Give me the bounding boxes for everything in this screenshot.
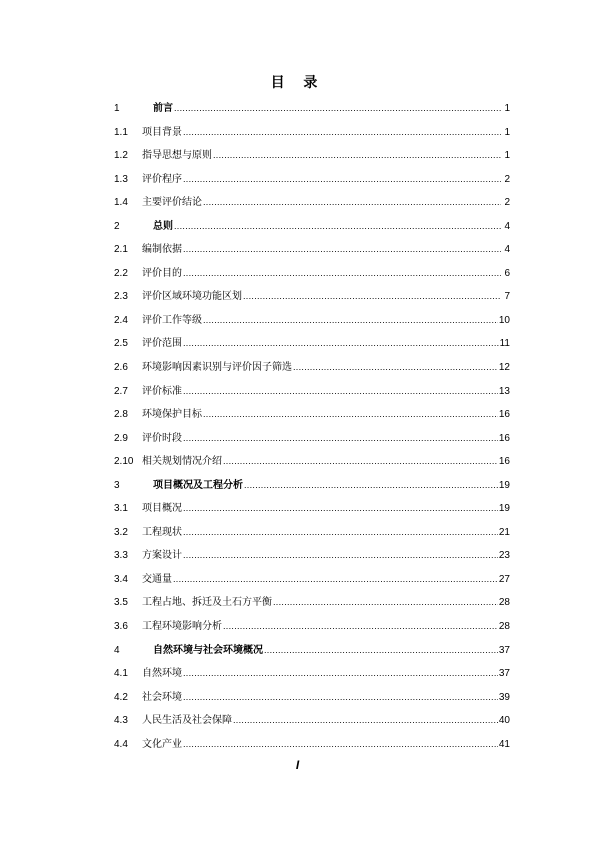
toc-entry-page: 6 [504, 267, 510, 279]
toc-section-entry[interactable] [114, 145, 510, 169]
page-number-footer: I [295, 758, 300, 772]
toc-entry-title: 评价标准 [142, 385, 182, 397]
toc-section-entry[interactable] [114, 522, 510, 546]
toc-section-entry[interactable] [114, 192, 510, 216]
toc-entry-title: 评价工作等级 [142, 314, 202, 326]
toc-entry-title: 项目概况及工程分析 [153, 479, 243, 491]
toc-section-entry[interactable] [114, 687, 510, 711]
toc-dot-leader [244, 475, 498, 495]
toc-entry-number: 3.3 [114, 550, 128, 562]
toc-dot-leader [183, 239, 501, 259]
toc-entry-page: 13 [498, 385, 510, 397]
toc-section-entry[interactable] [114, 310, 510, 334]
toc-dot-leader [174, 216, 501, 236]
toc-dot-leader [213, 145, 501, 165]
toc-entry-number: 4.3 [114, 715, 128, 727]
toc-entry-number: 3.1 [114, 503, 128, 515]
toc-entry-number: 2.5 [114, 338, 128, 350]
toc-entry-number: 2.4 [114, 314, 128, 326]
toc-section-entry[interactable] [114, 428, 510, 452]
toc-dot-leader [293, 357, 498, 377]
toc-dot-leader [223, 451, 498, 471]
toc-entry-title: 社会环境 [142, 691, 182, 703]
toc-section-entry[interactable] [114, 286, 510, 310]
toc-entry-title: 人民生活及社会保障 [142, 715, 232, 727]
toc-section-entry[interactable] [114, 545, 510, 569]
toc-dot-leader [174, 98, 501, 118]
toc-entry-page: 1 [504, 126, 510, 138]
toc-entry-page: 27 [498, 573, 510, 585]
toc-entry-page: 28 [498, 597, 510, 609]
toc-section-entry[interactable] [114, 239, 510, 263]
toc-entry-title: 环境保护目标 [142, 409, 202, 421]
toc-entry-page: 41 [498, 738, 510, 750]
table-of-contents [114, 98, 510, 757]
toc-section-entry[interactable] [114, 357, 510, 381]
toc-dot-leader [183, 333, 499, 353]
toc-entry-number: 2 [114, 220, 120, 232]
toc-dot-leader [183, 498, 498, 518]
toc-entry-page: 1 [504, 150, 510, 162]
toc-entry-page: 37 [498, 644, 510, 656]
toc-section-entry[interactable] [114, 333, 510, 357]
toc-entry-page: 37 [498, 668, 510, 680]
toc-entry-number: 1.4 [114, 197, 128, 209]
toc-entry-title: 工程现状 [142, 526, 182, 538]
toc-entry-number: 1.3 [114, 173, 128, 185]
toc-dot-leader [203, 404, 498, 424]
toc-entry-number: 2.7 [114, 385, 128, 397]
toc-section-entry[interactable] [114, 169, 510, 193]
toc-entry-number: 2.2 [114, 267, 128, 279]
toc-section-entry[interactable] [114, 616, 510, 640]
toc-dot-leader [183, 122, 501, 142]
toc-entry-page: 23 [498, 550, 510, 562]
toc-entry-number: 2.9 [114, 432, 128, 444]
toc-section-entry[interactable] [114, 710, 510, 734]
toc-entry-number: 2.6 [114, 362, 128, 374]
toc-entry-title: 前言 [153, 103, 173, 114]
toc-entry-title: 评价范围 [142, 338, 182, 350]
toc-entry-page: 28 [498, 621, 510, 633]
toc-entry-page: 4 [504, 244, 510, 256]
toc-entry-title: 评价程序 [142, 173, 182, 185]
toc-entry-title: 自然环境与社会环境概况 [153, 644, 263, 656]
toc-entry-title: 环境影响因素识别与评价因子筛选 [142, 362, 292, 374]
toc-entry-number: 4.2 [114, 691, 128, 703]
toc-dot-leader [203, 192, 501, 212]
toc-entry-number: 3.6 [114, 621, 128, 633]
toc-entry-title: 评价区域环境功能区划 [142, 291, 242, 303]
toc-entry-number: 1 [114, 103, 120, 114]
toc-section-entry[interactable] [114, 498, 510, 522]
toc-entry-number: 2.8 [114, 409, 128, 421]
toc-entry-page: 10 [498, 314, 510, 326]
toc-chapter-entry[interactable] [114, 98, 510, 122]
toc-section-entry[interactable] [114, 734, 510, 758]
toc-section-entry[interactable] [114, 569, 510, 593]
toc-entry-number: 4.1 [114, 668, 128, 680]
toc-entry-page: 16 [498, 456, 510, 468]
toc-dot-leader [183, 663, 498, 683]
toc-entry-page: 21 [498, 526, 510, 538]
toc-entry-page: 7 [504, 291, 510, 303]
toc-entry-title: 项目背景 [142, 126, 182, 138]
toc-dot-leader [203, 310, 498, 330]
toc-entry-title: 工程环境影响分析 [142, 621, 222, 633]
toc-entry-title: 评价时段 [142, 432, 182, 444]
toc-section-entry[interactable] [114, 592, 510, 616]
toc-section-entry[interactable] [114, 404, 510, 428]
toc-entry-number: 1.2 [114, 150, 128, 162]
toc-dot-leader [183, 263, 501, 283]
toc-entry-number: 4 [114, 644, 120, 656]
toc-entry-title: 项目概况 [142, 503, 182, 515]
toc-entry-page: 16 [498, 432, 510, 444]
toc-chapter-entry[interactable] [114, 216, 510, 240]
toc-entry-page: 2 [504, 173, 510, 185]
toc-entry-title: 指导思想与原则 [142, 150, 212, 162]
toc-section-entry[interactable] [114, 451, 510, 475]
toc-entry-number: 3.4 [114, 573, 128, 585]
toc-entry-title: 评价目的 [142, 267, 182, 279]
toc-entry-page: 19 [498, 503, 510, 515]
toc-entry-page: 12 [498, 362, 510, 374]
toc-dot-leader [183, 734, 498, 754]
toc-entry-page: 11 [499, 338, 510, 350]
toc-entry-number: 2.1 [114, 244, 128, 256]
toc-entry-page: 4 [504, 220, 510, 232]
toc-entry-title: 自然环境 [142, 668, 182, 680]
toc-entry-title: 相关规划情况介绍 [142, 456, 222, 468]
toc-dot-leader [183, 381, 498, 401]
toc-entry-title: 文化产业 [142, 738, 182, 750]
toc-section-entry[interactable] [114, 122, 510, 146]
toc-section-entry[interactable] [114, 381, 510, 405]
toc-entry-page: 16 [498, 409, 510, 421]
toc-entry-page: 39 [498, 691, 510, 703]
toc-section-entry[interactable] [114, 663, 510, 687]
toc-entry-title: 工程占地、拆迁及土石方平衡 [142, 597, 272, 609]
toc-dot-leader [183, 169, 501, 189]
toc-section-entry[interactable] [114, 263, 510, 287]
toc-dot-leader [173, 569, 498, 589]
toc-dot-leader [273, 592, 498, 612]
toc-entry-number: 2.10 [114, 456, 134, 468]
toc-dot-leader [183, 545, 498, 565]
toc-dot-leader [243, 286, 501, 306]
toc-entry-title: 主要评价结论 [142, 197, 202, 209]
toc-dot-leader [183, 428, 498, 448]
toc-entry-page: 19 [498, 479, 510, 491]
toc-entry-number: 4.4 [114, 738, 128, 750]
toc-entry-title: 方案设计 [142, 550, 182, 562]
toc-entry-number: 3 [114, 479, 120, 491]
toc-entry-number: 2.3 [114, 291, 128, 303]
toc-chapter-entry[interactable] [114, 475, 510, 499]
toc-dot-leader [233, 710, 498, 730]
toc-dot-leader [183, 522, 498, 542]
toc-entry-number: 3.2 [114, 526, 128, 538]
toc-dot-leader [264, 640, 498, 660]
toc-entry-title: 总则 [153, 220, 173, 232]
page-title: 目 录 [270, 75, 325, 91]
toc-chapter-entry[interactable] [114, 640, 510, 664]
toc-entry-title: 编制依据 [142, 244, 182, 256]
toc-entry-page: 2 [504, 197, 510, 209]
toc-entry-number: 1.1 [114, 126, 128, 138]
toc-entry-page: 1 [504, 103, 510, 114]
toc-entry-number: 3.5 [114, 597, 128, 609]
toc-entry-page: 40 [498, 715, 510, 727]
toc-dot-leader [223, 616, 498, 636]
toc-entry-title: 交通量 [142, 573, 172, 585]
toc-dot-leader [183, 687, 498, 707]
